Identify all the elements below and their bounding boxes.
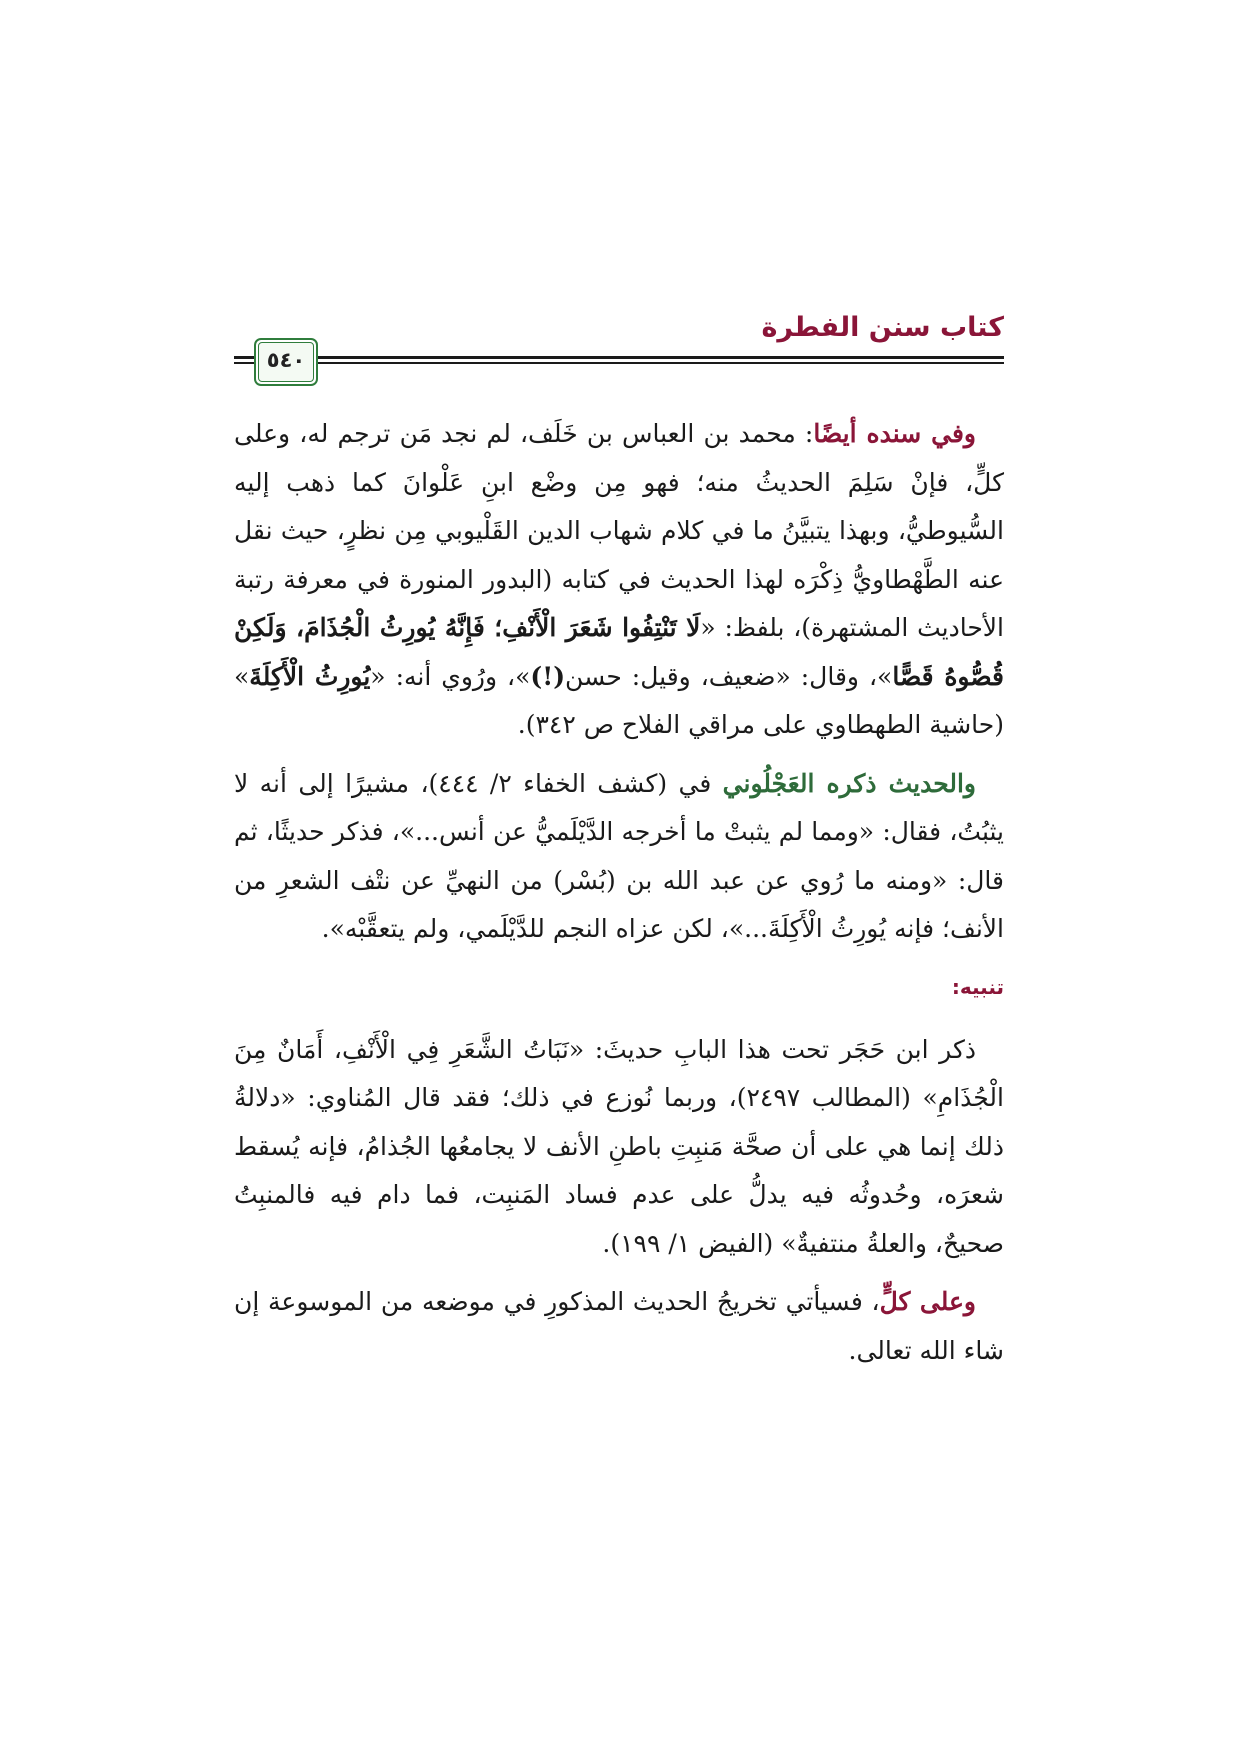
paragraph-note: ذكر ابن حَجَر تحت هذا البابِ حديثَ: «نَبَاتُ الشَّعَرِ فِي الْأَنْفِ، أَمَانٌ مِنَ الْجُذَامِ» (المطالب ٢٤٩٧)، وربما نُوزع في ذلك؛ فقد قال المُناوي: «دلالةُ ذلك إنما هي على أن صحَّة مَنبِتِ باطنِ الأنف لا يجامعُها الجُذامُ، فإنه يُسقط شعرَه، وحُدوثُه فيه يدلُّ على عدم فساد المَنبِت، فما دام فيه فالمنبِتُ صحيحٌ، والعلةُ منتفيةٌ» (الفيض ١/ ١٩٩). [234, 1034, 1004, 1258]
page-number-badge [254, 338, 318, 386]
page-header [234, 312, 1004, 394]
text-run: »، ورُوي أنه: « [370, 661, 531, 691]
text-run: في (كشف الخفاء ٢/ ٤٤٤)، مشيرًا إلى أنه لا يثبُتُ، فقال: «ومما لم يثبتْ ما أخرجه الدَّيْلَميُّ عن أنس...»، فذكر حديثًا، ثم قال: «ومنه ما رُوي عن عبد الله بن (بُسْر) من النهيِّ عن نتْف الشعرِ من الأنف؛ فإنه يُورِثُ الْأَكِلَةَ...»، لكن عزاه النجم للدَّيْلَمي، ولم يتعقَّبْه». [234, 768, 1004, 943]
page-body [234, 410, 1004, 1375]
hadith-text: لَا تَنْتِفُوا شَعَرَ الْأَنْفِ؛ فَإِنَّهُ يُورِثُ الْجُذَامَ، وَلَكِنْ قُصُّوهُ قَصًّا [234, 613, 1004, 691]
header-rule [272, 356, 1004, 366]
paragraph-ajluni [234, 760, 1004, 954]
hadith-text: يُورِثُ الْأَكِلَةَ [249, 661, 371, 691]
header-rule-short [234, 356, 254, 366]
paragraph-conclusion [234, 1278, 1004, 1375]
paragraph-lead: وعلى كلٍّ [879, 1287, 976, 1316]
exclamation-mark: (!) [530, 661, 566, 691]
text-run: ، فسيأتي تخريجُ الحديث المذكورِ في موضعه من الموسوعة إن شاء الله تعالى. [234, 1287, 1004, 1365]
text-run: : محمد بن العباس بن خَلَف، لم نجد مَن ترجم له، وعلى كلٍّ، فإنْ سَلِمَ الحديثُ منه؛ فهو مِن وضْع ابنِ عَلْوانَ كما ذهب إليه السُّيوطيُّ، وبهذا يتبيَّنُ ما في كلام شهاب الدين القَلْيوبي مِن نظرٍ، حيث نقل عنه الطَّهْطاويُّ ذِكْرَه لهذا الحديث في كتابه (البدور المنورة في معرفة رتبة الأحاديث المشتهرة)، بلفظ: « [234, 419, 1004, 642]
book-title: كتاب سنن الفطرة [761, 312, 1004, 343]
paragraph-lead: والحديث ذكره العَجْلُوني [722, 768, 976, 798]
paragraph-lead: وفي سنده أيضًا [813, 419, 976, 448]
paragraph-isnad [234, 410, 1004, 750]
text-run: » (حاشية الطهطاوي على مراقي الفلاح ص ٣٤٢). [234, 661, 1004, 739]
text-run: »، وقال: «ضعيف، وقيل: حسن [565, 661, 893, 691]
note-heading: تنبيه: [951, 974, 1004, 999]
page-number: ٥٤٠ [266, 348, 306, 372]
